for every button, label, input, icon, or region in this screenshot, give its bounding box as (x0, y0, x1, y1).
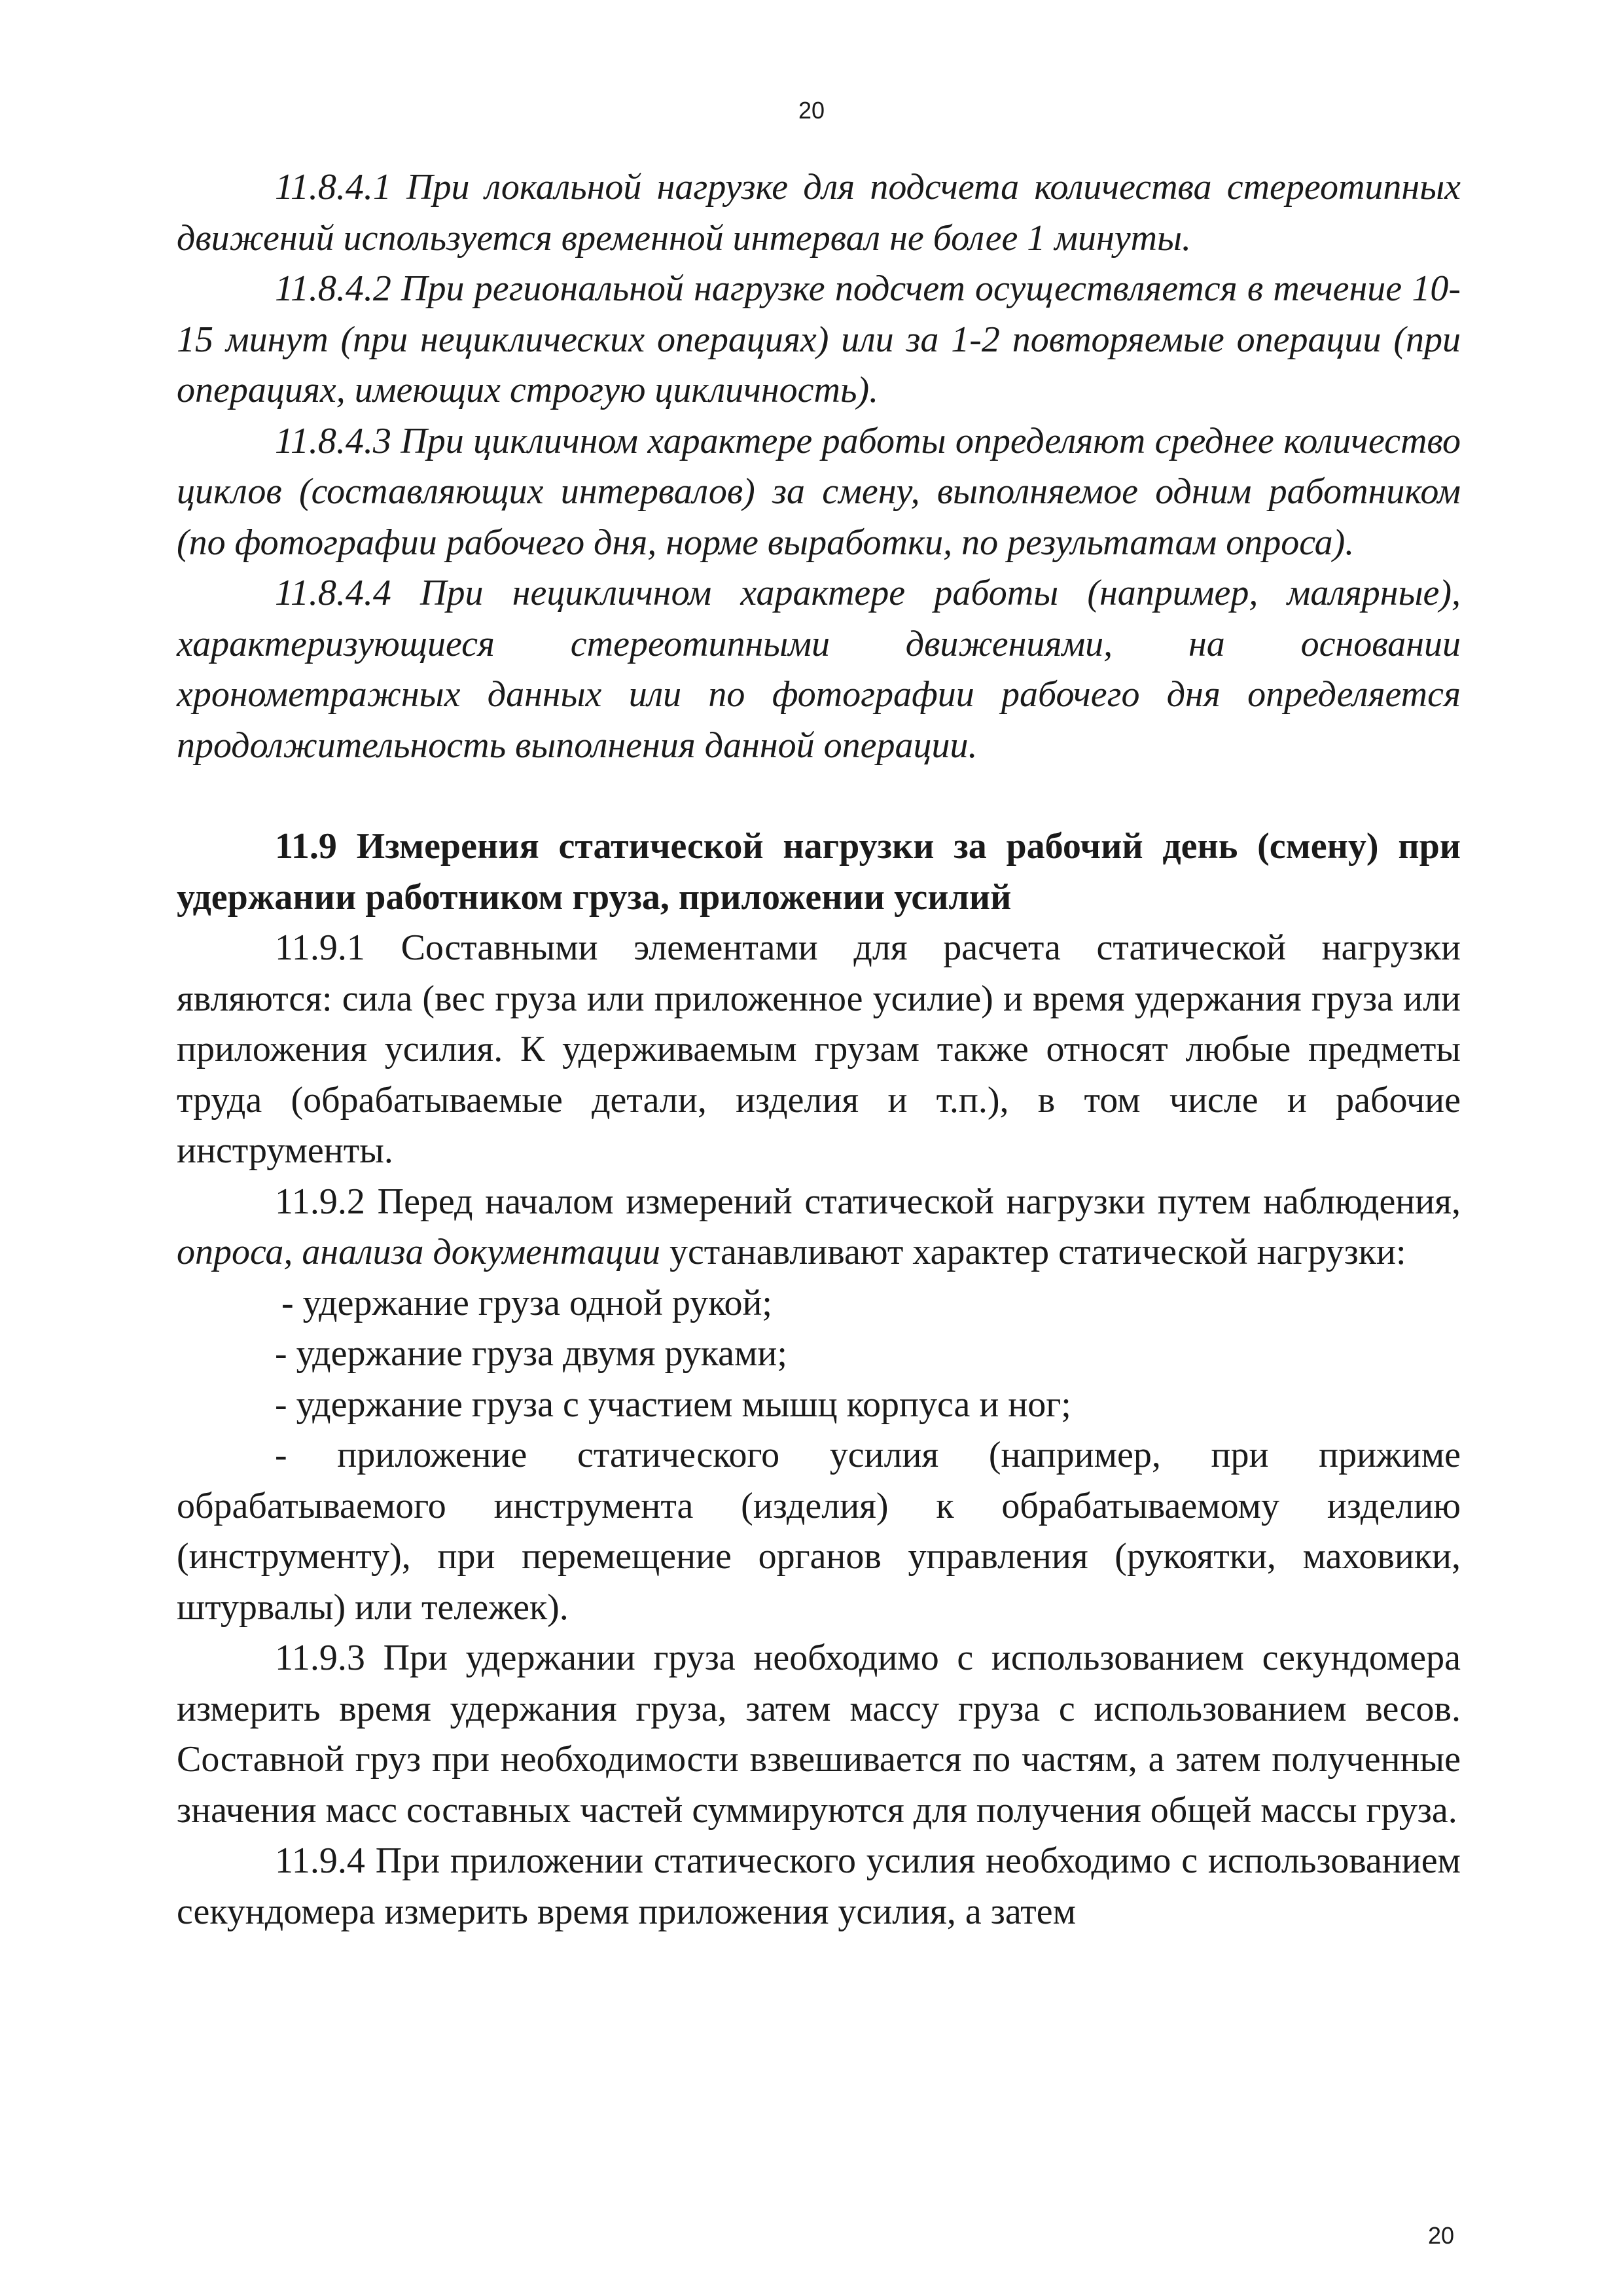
list-item: - удержание груза двумя руками; (275, 1333, 787, 1374)
list-item: - приложение статического усилия (например, при прижиме обрабатываемого инструмента (изделия) к обрабатываемому изделию (инструменту), при перемещение органов управления (рукоятки, маховики, штурвалы) или тележек). (177, 1435, 1461, 1628)
page-number-top: 20 (798, 97, 825, 124)
paragraph-11-9-2-end: устанавливают характер статической нагрузки: (660, 1232, 1406, 1272)
paragraph-11-9-1: 11.9.1 Составными элементами для расчета статической нагрузки являются: сила (вес груза или приложенное усилие) и время удержания груза или приложения усилия. К удерживаемым грузам также относят любые предметы труда (обрабатываемые детали, изделия и т.п.), в том числе и рабочие инструменты. (177, 927, 1461, 1171)
paragraph-11-9-4: 11.9.4 При приложении статического усилия необходимо с использованием секундомера измерить время приложения усилия, а затем (177, 1840, 1461, 1932)
paragraph-11-9-2 (177, 1177, 1461, 1278)
list-item: - удержание груза с участием мышц корпуса и ног; (275, 1384, 1071, 1425)
document-body (177, 162, 1461, 1937)
section-heading-11-9: 11.9 Измерения статической нагрузки за рабочий день (смену) при удержании работником груза, приложении усилий (177, 826, 1461, 918)
paragraph-11-9-2-start: 11.9.2 Перед началом измерений статической нагрузки путем наблюдения, (275, 1181, 1461, 1222)
paragraph-11-9-2-italic: опроса, анализа документации (177, 1232, 660, 1272)
paragraph-11-8-4-3: 11.8.4.3 При цикличном характере работы определяют среднее количество циклов (составляющих интервалов) за смену, выполняемое одним работником (по фотографии рабочего дня, норме выработки, по результатам опроса). (177, 420, 1461, 563)
page-number-bottom: 20 (1427, 2222, 1454, 2249)
paragraph-11-9-3: 11.9.3 При удержании груза необходимо с использованием секундомера измерить время удержания груза, затем массу груза с использованием весов. Составной груз при необходимости взвешивается по частям, а затем полученные значения масс составных частей суммируются для получения общей массы груза. (177, 1638, 1461, 1831)
paragraph-11-8-4-4: 11.8.4.4 При нецикличном характере работы (например, малярные), характеризующиеся стереотипными движениями, на основании хронометражных данных или по фотографии рабочего дня определяется продолжительность выполнения данной операции. (177, 573, 1461, 766)
paragraph-11-8-4-1: 11.8.4.1 При локальной нагрузке для подсчета количества стереотипных движений используется временной интервал не более 1 минуты. (177, 167, 1461, 259)
list-item: - удержание груза одной рукой; (281, 1282, 772, 1323)
paragraph-11-8-4-2: 11.8.4.2 При региональной нагрузке подсчет осуществляется в течение 10-15 минут (при нециклических операциях) или за 1-2 повторяемые операции (при операциях, имеющих строгую цикличность). (177, 268, 1461, 410)
